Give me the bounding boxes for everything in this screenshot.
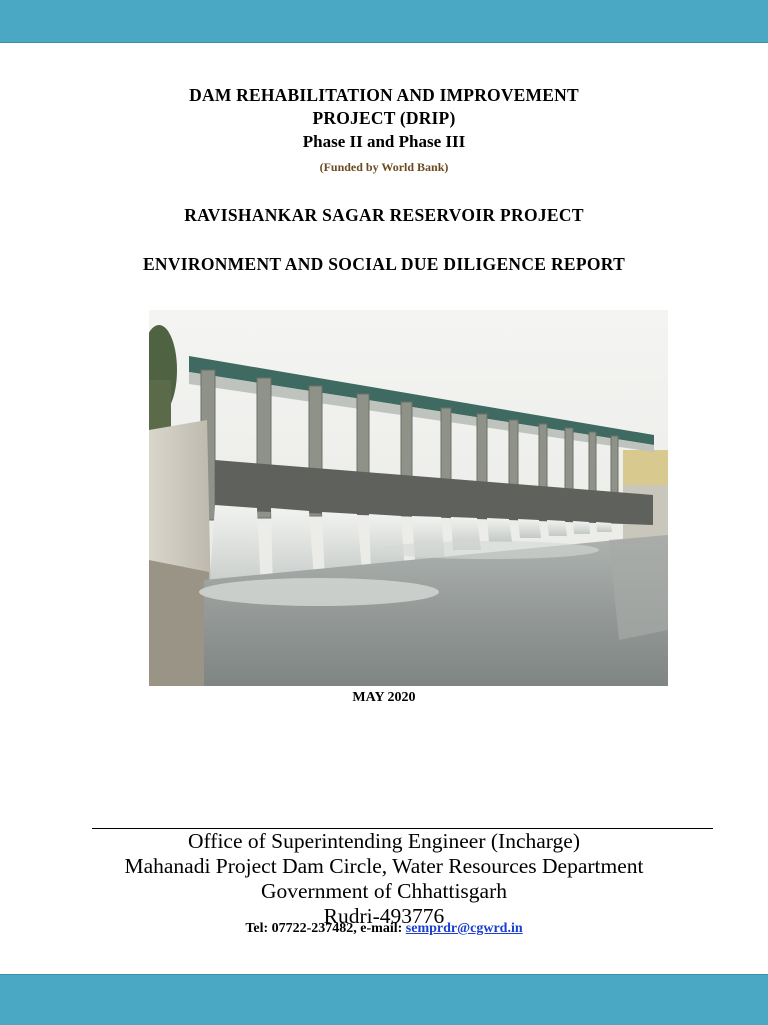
telephone-text: Tel: 07722-237482, e-mail:: [245, 921, 406, 936]
office-line4: Rudri-493776: [323, 904, 445, 928]
office-line3: Government of Chhattisgarh: [260, 879, 507, 903]
bottom-color-band: [0, 974, 768, 1025]
phase-subtitle: Phase II and Phase III: [302, 132, 466, 151]
report-title: ENVIRONMENT AND SOCIAL DUE DILIGENCE REPORT: [142, 254, 626, 274]
top-color-band: [0, 0, 768, 43]
dam-spillway-photo: [149, 310, 668, 686]
main-title: [0, 84, 768, 130]
report-date: MAY 2020: [352, 690, 416, 705]
email-link[interactable]: semprdr@cgwrd.in: [405, 921, 523, 936]
office-address: [0, 829, 768, 929]
project-name: RAVISHANKAR SAGAR RESERVOIR PROJECT: [184, 205, 584, 225]
main-title-line2: PROJECT (DRIP): [312, 108, 456, 128]
office-line1: Office of Superintending Engineer (Incharge): [187, 829, 581, 853]
funding-note: (Funded by World Bank): [319, 160, 449, 174]
office-line2: Mahanadi Project Dam Circle, Water Resources Department: [124, 854, 644, 878]
main-title-line1: DAM REHABILITATION AND IMPROVEMENT: [189, 85, 579, 105]
contact-line: [0, 921, 768, 937]
